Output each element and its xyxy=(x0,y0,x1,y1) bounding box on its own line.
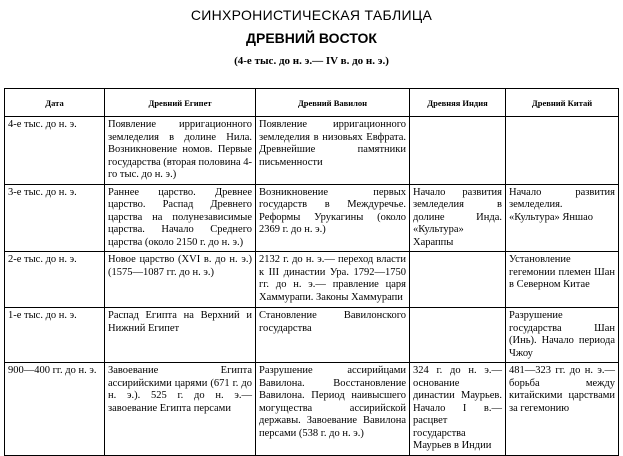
table-subtitle: ДРЕВНИЙ ВОСТОК xyxy=(246,30,377,46)
cell-india xyxy=(410,308,506,363)
synchronistic-table xyxy=(4,88,619,456)
header-row xyxy=(5,89,619,117)
cell-india xyxy=(410,117,506,185)
cell-babylon: 2132 г. до н. э.— переход власти к III династии Ура. 1792—1750 гг. до н. э.— правление царя Хаммурапи. Законы Хаммурапи xyxy=(256,252,410,308)
cell-india: Начало развития земледелия в долине Инда. «Культура» Хараппы xyxy=(410,184,506,252)
cell-china: Начало развития земледелия. «Культура» Яншао xyxy=(506,184,619,252)
header-date: Дата xyxy=(5,89,105,117)
cell-date: 2-е тыс. до н. э. xyxy=(5,252,105,308)
cell-egypt: Раннее царство. Древнее царство. Распад Древнего царства на полунезависимые царства. Начало Среднего царства (около 2150 г. до н. э.) xyxy=(105,184,256,252)
table-row xyxy=(5,308,619,363)
cell-babylon: Возникновение первых государств в Междуречье. Реформы Урукагины (около 2369 г. до н. э.) xyxy=(256,184,410,252)
cell-babylon: Появление ирригационного земледелия в низовьях Евфрата. Древнейшие памятники письменности xyxy=(256,117,410,185)
cell-date: 900—400 гг. до н. э. xyxy=(5,363,105,456)
header-china: Древний Китай xyxy=(506,89,619,117)
cell-date: 4-е тыс. до н. э. xyxy=(5,117,105,185)
cell-egypt: Появление ирригационного земледелия в долине Нила. Возникновение номов. Первые государства (вторая половина 4-го тыс. до н. э.) xyxy=(105,117,256,185)
cell-egypt: Новое царство (XVI в. до н. э.) (1575—1087 гг. до н. э.) xyxy=(105,252,256,308)
cell-china: 481—323 гг. до н. э.— борьба между китайскими царствами за гегемонию xyxy=(506,363,619,456)
cell-china: Разрушение государства Шан (Инь). Начало периода Чжоу xyxy=(506,308,619,363)
table-row xyxy=(5,363,619,456)
cell-babylon: Становление Вавилонского государства xyxy=(256,308,410,363)
period-label: (4-е тыс. до н. э.— IV в. до н. э.) xyxy=(234,55,389,67)
table-row xyxy=(5,252,619,308)
header-egypt: Древний Египет xyxy=(105,89,256,117)
cell-date: 3-е тыс. до н. э. xyxy=(5,184,105,252)
cell-egypt: Распад Египта на Верхний и Нижний Египет xyxy=(105,308,256,363)
cell-china: Установление гегемонии племен Шан в Северном Китае xyxy=(506,252,619,308)
header-india: Древняя Индия xyxy=(410,89,506,117)
cell-india xyxy=(410,252,506,308)
header-babylon: Древний Вавилон xyxy=(256,89,410,117)
cell-egypt: Завоевание Египта ассирийскими царями (671 г. до н. э.). 525 г. до н. э.— завоевание Египта персами xyxy=(105,363,256,456)
cell-india: 324 г. до н. э.— основание династии Маурьев. Начало I в.— расцвет государства Маурьев в Индии xyxy=(410,363,506,456)
table-row xyxy=(5,184,619,252)
cell-china xyxy=(506,117,619,185)
cell-date: 1-е тыс. до н. э. xyxy=(5,308,105,363)
table-title: СИНХРОНИСТИЧЕСКАЯ ТАБЛИЦА xyxy=(190,7,433,23)
cell-babylon: Разрушение ассирийцами Вавилона. Восстановление Вавилона. Период наивысшего могущества ассирийской державы. Завоевание Вавилона персами (538 г. до н. э.) xyxy=(256,363,410,456)
table-row xyxy=(5,117,619,185)
